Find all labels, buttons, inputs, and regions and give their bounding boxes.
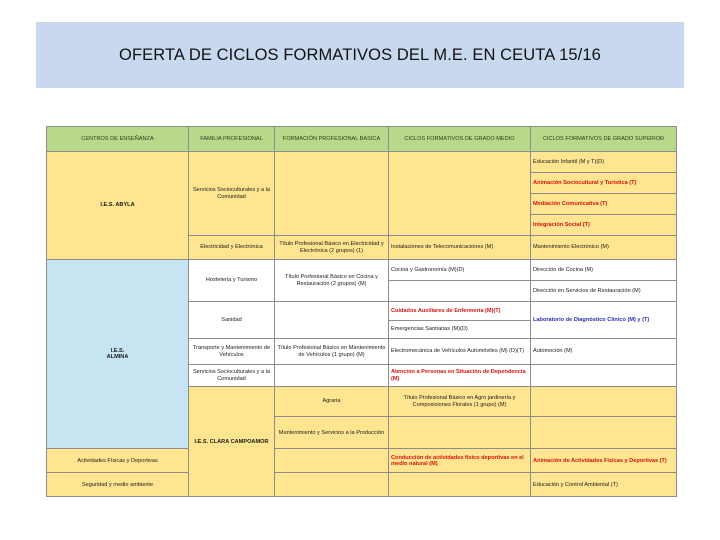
centro-almina-line2: ALMINA: [106, 354, 129, 361]
header-row: [47, 127, 677, 152]
gm-empty-restauracion: [389, 281, 531, 302]
familia-electricidad: Electricidad y Electrónica: [189, 236, 275, 260]
centro-clara-campoamor: I.E.S. CLARA CAMPOAMOR: [189, 387, 275, 497]
header-grado-medio: CICLOS FORMATIVOS DE GRADO MEDIO: [389, 127, 531, 152]
familia-mantenimiento: Mantenimiento y Servicios a la Producción: [275, 417, 389, 449]
fpb-electricidad: Título Profesional Básico en Electricidad y Electrónica (2 grupos) (1): [275, 236, 389, 260]
familia-hosteleria: Hostelería y Turismo: [189, 260, 275, 302]
fpb-vehiculos: Título Profesional Básico en Mantenimiento de Vehículos (1 grupo) (M): [275, 339, 389, 365]
gm-empty-agraria: [531, 387, 677, 417]
gm-emergencias: Emergencias Sanitarias (M)(D): [389, 321, 531, 339]
gs-laboratorio: Laboratorio de Diagnóstico Clínico (M) y (T): [531, 302, 677, 339]
centro-abyla: I.E.S. ABYLA: [47, 152, 189, 260]
page-title: OFERTA DE CICLOS FORMATIVOS DEL M.E. EN CEUTA 15/16: [119, 45, 601, 64]
gs-integracion: Integración Social (T): [531, 215, 677, 236]
gs-empty-dependencia: [531, 365, 677, 387]
centro-almina-line1: I.E.S.: [110, 347, 125, 354]
offer-table: [46, 126, 677, 497]
gs-ambiental: Educación y Control Ambiental (T): [531, 473, 677, 497]
centro-almina: [47, 260, 189, 449]
familia-sanidad: Sanidad: [189, 302, 275, 339]
gs-deportes: Animación de Actividades Físicas y Deportivas (T): [531, 449, 677, 473]
fpb-empty-seguridad: [275, 473, 389, 497]
gs-cocina: Dirección de Cocina (M): [531, 260, 677, 281]
familia-sociocultural-abyla: Servicios Socioculturales y a la Comunidad: [189, 152, 275, 236]
table-row: [47, 260, 677, 281]
familia-deportes: Actividades Físicas y Deportivas: [47, 449, 189, 473]
gs-automocion: Automoción (M): [531, 339, 677, 365]
gm-empty-abyla: [389, 152, 531, 236]
gm-enfermeria: Cuidados Auxiliares de Enfermería (M)(T): [389, 302, 531, 321]
fpb-empty-sanidad: [275, 302, 389, 339]
header-grado-superior: CICLOS FORMATIVOS DE GRADO SUPERIOR: [531, 127, 677, 152]
familia-agraria: Agraria: [275, 387, 389, 417]
fpb-cocina: Título Profesional Básico en Cocina y Restauración (2 grupos) (M): [275, 260, 389, 302]
gm-empty-seguridad: [389, 473, 531, 497]
familia-transporte: Transporte y Mantenimiento de Vehículos: [189, 339, 275, 365]
familia-seguridad: Seguridad y medio ambiente: [47, 473, 189, 497]
gm-cocina: Cocina y Gastronomía (M)(D): [389, 260, 531, 281]
header-fp-basica: FORMACIÓN PROFESIONAL BÁSICA: [275, 127, 389, 152]
header-centros: CENTROS DE ENSEÑANZA: [47, 127, 189, 152]
fpb-empty-dependencia: [275, 365, 389, 387]
fpb-empty-deportes: [275, 449, 389, 473]
gs-mantenimiento-electronico: Mantenimiento Electrónico (M): [531, 236, 677, 260]
familia-sociocultural-almina: Servicios Socioculturales y a la Comunidad: [189, 365, 275, 387]
gm-empty-mantenimiento: [531, 417, 677, 449]
header-familia: FAMILIA PROFESIONAL: [189, 127, 275, 152]
offer-table-wrapper: [46, 126, 676, 488]
gm-deportes: Conducción de actividades físico deportivas en el medio natural (M): [389, 449, 531, 473]
gm-dependencia: Atención a Personas en Situación de Dependencia (M): [389, 365, 531, 387]
gs-mediacion: Mediación Comunicativa (T): [531, 194, 677, 215]
gm-electromecanica: Electromecánica de Vehículos Automóviles (M) (D)(T): [389, 339, 531, 365]
fpb-empty-mantenimiento: [389, 417, 531, 449]
fpb-agraria: Título Profesional Básico en Agro jardinería y Composiciones Florales (1 grupo) (M): [389, 387, 531, 417]
gs-restauracion: Dirección en Servicios de Restauración (M): [531, 281, 677, 302]
fpb-empty-abyla: [275, 152, 389, 236]
table-row: [47, 152, 677, 173]
gs-infantil: Educación Infantil (M y T)(D): [531, 152, 677, 173]
table-row: [47, 449, 677, 473]
title-band: [36, 22, 684, 88]
gm-telecomunicaciones: Instalaciones de Telecomunicaciones (M): [389, 236, 531, 260]
table-row: [47, 473, 677, 497]
gs-animacion: Animación Sociocultural y Turística (T): [531, 173, 677, 194]
